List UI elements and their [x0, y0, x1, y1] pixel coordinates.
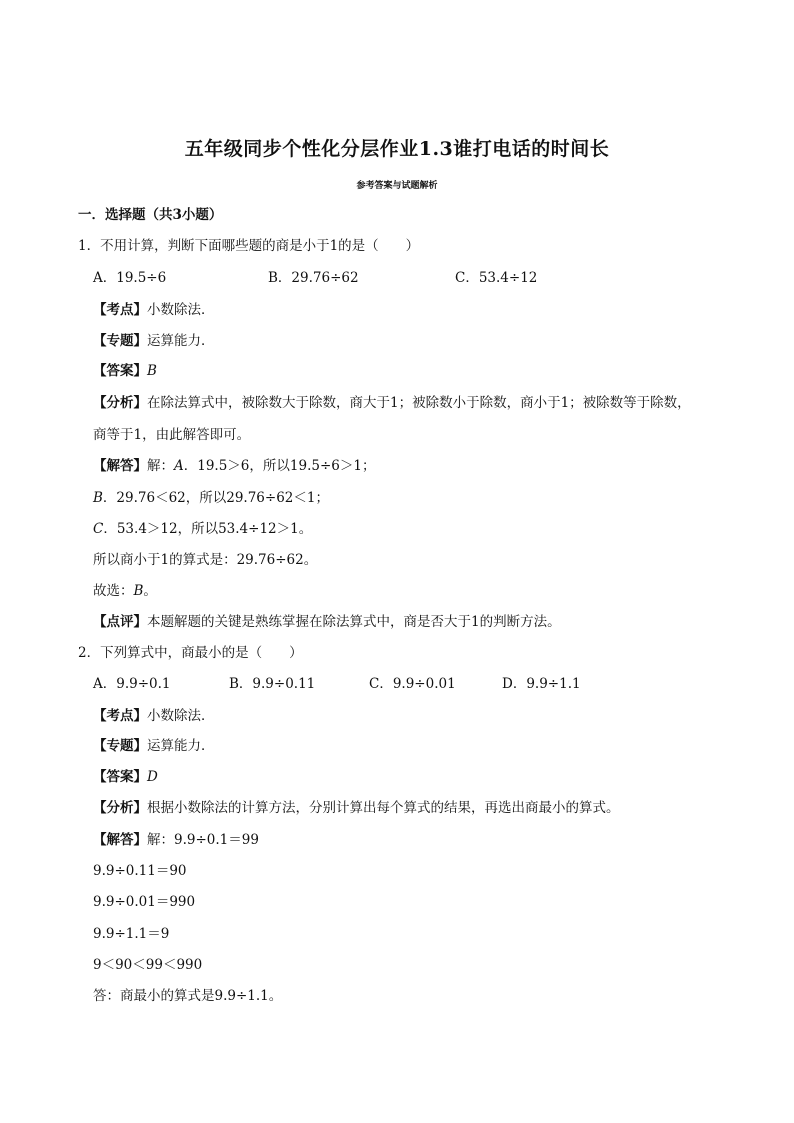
- q2-kaodian: [93, 708, 215, 724]
- tag-kaodian: 【考点】: [93, 302, 147, 318]
- tag-daan: 【答案】: [93, 363, 147, 379]
- q1-zhuanti-text: 运算能力．: [147, 333, 215, 349]
- q1-option-c: C．53.4÷12: [455, 270, 538, 286]
- q2-option-b: B．9.9÷0.11: [229, 676, 316, 692]
- q1-dianping: [93, 614, 561, 630]
- q2-zhuanti-text: 运算能力．: [147, 738, 215, 754]
- q1-option-a: A．19.5÷6: [93, 270, 167, 286]
- tag-kaodian-2: 【考点】: [93, 708, 147, 724]
- q1-stem: 1．不用计算，判断下面哪些题的商是小于1的是（ ）: [78, 238, 420, 254]
- q1-option-b: B．29.76÷62: [268, 270, 359, 286]
- q1-jieda-b-letter: B: [93, 490, 103, 506]
- tag-jieda: 【解答】: [93, 458, 147, 474]
- tag-jieda-2: 【解答】: [93, 832, 147, 848]
- q1-dianping-text: 本题解题的关键是熟练掌握在除法算式中，商是否大于1的判断方法。: [147, 614, 561, 630]
- q1-fenxi-text1: 在除法算式中，被除数大于除数，商大于1；被除数小于除数，商小于1；被除数等于除数，: [147, 395, 691, 411]
- q2-stem: 2．下列算式中，商最小的是（ ）: [78, 645, 303, 661]
- q1-daan-text: B: [147, 363, 157, 379]
- q1-zhuanti: [93, 333, 215, 349]
- q1-jieda-c-line: [93, 521, 312, 537]
- q1-jieda-prefix: 解：: [147, 458, 174, 474]
- q1-jieda-c-letter: C: [93, 521, 104, 537]
- tag-dianping: 【点评】: [93, 614, 147, 630]
- q2-answer: 答：商最小的算式是9.9÷1.1。: [93, 988, 283, 1004]
- q2-calc-1: 9.9÷0.11＝90: [93, 863, 187, 879]
- q1-choice-suffix: 。: [143, 583, 157, 599]
- q1-choice-prefix: 故选：: [93, 583, 134, 599]
- q1-fenxi-line1: [93, 395, 691, 411]
- q1-kaodian: [93, 302, 215, 318]
- q1-kaodian-text: 小数除法．: [147, 302, 215, 318]
- q2-daan-text: D: [147, 769, 158, 785]
- q2-fenxi-text: 根据小数除法的计算方法，分别计算出每个算式的结果，再选出商最小的算式。: [147, 800, 620, 816]
- tag-fenxi: 【分析】: [93, 395, 147, 411]
- q2-fenxi: [93, 800, 620, 816]
- tag-daan-2: 【答案】: [93, 769, 147, 785]
- q2-jieda-text: 解：9.9÷0.1＝99: [147, 832, 259, 848]
- page-subtitle: 参考答案与试题解析: [356, 181, 438, 191]
- q2-zhuanti: [93, 738, 215, 754]
- page-title: 五年级同步个性化分层作业1.3谁打电话的时间长: [184, 138, 610, 160]
- q2-calc-2: 9.9÷0.01＝990: [93, 894, 196, 910]
- tag-zhuanti: 【专题】: [93, 333, 147, 349]
- q1-jieda-b: ．29.76＜62，所以29.76÷62＜1；: [102, 490, 329, 506]
- q2-daan: [93, 769, 158, 785]
- tag-zhuanti-2: 【专题】: [93, 738, 147, 754]
- q1-conclusion: 所以商小于1的算式是：29.76÷62。: [93, 552, 318, 568]
- q2-calc-3: 9.9÷1.1＝9: [93, 926, 170, 942]
- tag-fenxi-2: 【分析】: [93, 800, 147, 816]
- q1-jieda: [93, 458, 375, 474]
- q2-option-d: D．9.9÷1.1: [502, 676, 581, 692]
- q1-jieda-a-letter: A: [174, 458, 184, 474]
- q2-compare: 9＜90＜99＜990: [93, 957, 203, 973]
- q1-jieda-b-line: [93, 490, 329, 506]
- q1-choice: [93, 583, 157, 599]
- q2-jieda: [93, 832, 259, 848]
- q1-daan: [93, 363, 157, 379]
- q1-jieda-c: ．53.4＞12，所以53.4÷12＞1。: [103, 521, 313, 537]
- q2-kaodian-text: 小数除法．: [147, 708, 215, 724]
- q2-option-c: C．9.9÷0.01: [369, 676, 456, 692]
- q2-option-a: A．9.9÷0.1: [93, 676, 171, 692]
- section-heading: 一．选择题（共3小题）: [78, 207, 223, 223]
- q1-choice-letter: B: [133, 583, 144, 599]
- q1-fenxi-line2: 商等于1，由此解答即可。: [93, 427, 251, 443]
- q1-jieda-a: ．19.5＞6，所以19.5÷6＞1；: [183, 458, 376, 474]
